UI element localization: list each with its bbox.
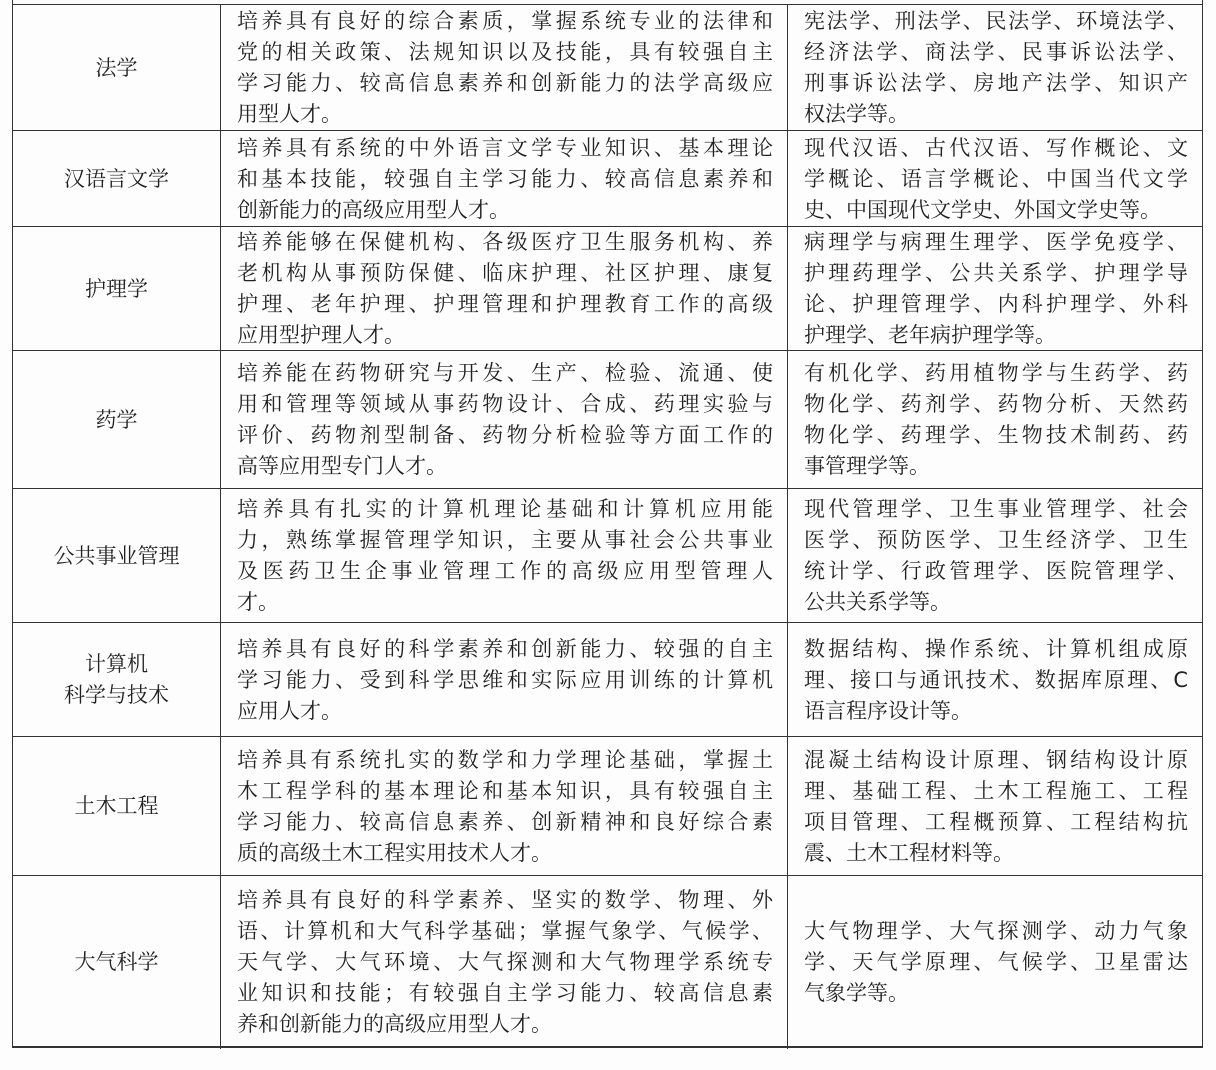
main-courses-line: 事管理学等。 xyxy=(804,454,930,478)
major-name-line: 科学与技术 xyxy=(64,683,169,707)
table-row xyxy=(13,350,1202,489)
training-goal-line: 应用人才。 xyxy=(237,698,342,723)
training-goal-line: 用型人才。 xyxy=(237,102,342,126)
training-goal-line: 天气学、大气环境、大气探测和大气物理学系统专 xyxy=(237,950,773,974)
training-goal-line: 养和创新能力的高级应用型人才。 xyxy=(237,1012,552,1036)
major-name-line: 计算机 xyxy=(85,652,148,676)
training-goal-line: 业知识和技能；有较强自主学习能力、较高信息素 xyxy=(237,981,773,1005)
training-goal-line: 护理、老年护理、护理管理和护理教育工作的高级 xyxy=(237,292,773,316)
majors-table xyxy=(12,0,1203,1048)
main-courses-line: 物化学、药剂学、药物分析、天然药 xyxy=(804,392,1188,416)
table-row xyxy=(13,226,1202,351)
major-name-line: 公共事业管理 xyxy=(53,543,180,568)
training-goal-line: 才。 xyxy=(237,590,279,614)
training-goal-line: 质的高级土木工程实用技术人才。 xyxy=(237,840,552,865)
table-row xyxy=(13,622,1202,737)
training-goal-line: 党的相关政策、法规知识以及技能，具有较强自主 xyxy=(237,40,773,64)
training-goal-line: 学习能力、较高信息素养、创新精神和良好综合素 xyxy=(237,809,773,834)
main-courses-line: 学概论、语言学概论、中国当代文学 xyxy=(804,166,1188,191)
main-courses-line: 震、土木工程材料等。 xyxy=(804,840,1014,865)
major-name-line: 汉语言文学 xyxy=(64,166,169,191)
training-goal-line: 高等应用型专门人才。 xyxy=(237,454,447,478)
main-courses-line: 气象学等。 xyxy=(804,981,909,1005)
main-courses xyxy=(788,5,1202,131)
training-goal xyxy=(221,131,788,227)
major-name-line: 护理学 xyxy=(85,276,148,301)
major-name xyxy=(13,131,221,227)
training-goal-line: 培养具有扎实的计算机理论基础和计算机应用能 xyxy=(237,497,773,521)
table-row xyxy=(13,736,1202,876)
main-courses xyxy=(788,489,1202,623)
main-courses-line: 项目管理、工程概预算、工程结构抗 xyxy=(804,809,1188,834)
main-courses-line: 宪法学、刑法学、民法学、环境法学、 xyxy=(804,9,1188,33)
training-goal xyxy=(221,351,788,489)
main-courses-line: 理、接口与通讯技术、数据库原理、C xyxy=(804,667,1188,692)
main-courses xyxy=(788,131,1202,227)
table-row xyxy=(13,488,1202,623)
main-courses-line: 护理药理学、公共关系学、护理学导 xyxy=(804,261,1188,285)
main-courses-line: 病理学与病理生理学、医学免疫学、 xyxy=(804,230,1188,254)
training-goal-line: 培养具有良好的科学素养、坚实的数学、物理、外 xyxy=(237,888,773,912)
training-goal-line: 培养具有良好的综合素质，掌握系统专业的法律和 xyxy=(237,9,773,33)
training-goal-line: 培养具有系统扎实的数学和力学理论基础，掌握土 xyxy=(237,747,773,772)
training-goal-line: 创新能力的高级应用型人才。 xyxy=(237,197,510,222)
main-courses xyxy=(788,737,1202,876)
main-courses xyxy=(788,623,1202,737)
table-row xyxy=(13,875,1202,1049)
major-name xyxy=(13,876,221,1049)
major-name xyxy=(13,489,221,623)
major-name xyxy=(13,5,221,131)
main-courses-line: 刑事诉讼法学、房地产法学、知识产 xyxy=(804,71,1188,95)
table-row xyxy=(13,4,1202,131)
main-courses xyxy=(788,351,1202,489)
training-goal-line: 培养具有良好的科学素养和创新能力、较强的自主 xyxy=(237,636,773,661)
training-goal-line: 和基本技能，较强自主学习能力、较高信息素养和 xyxy=(237,166,773,191)
training-goal-line: 培养能在药物研究与开发、生产、检验、流通、使 xyxy=(237,361,773,385)
main-courses-line: 医学、预防医学、卫生经济学、卫生 xyxy=(804,528,1188,552)
major-name xyxy=(13,737,221,876)
main-courses-line: 理、基础工程、土木工程施工、工程 xyxy=(804,778,1188,803)
main-courses xyxy=(788,227,1202,351)
major-name-line: 法学 xyxy=(95,55,138,80)
main-courses-line: 物化学、药理学、生物技术制药、药 xyxy=(804,423,1188,447)
training-goal xyxy=(221,227,788,351)
training-goal xyxy=(221,489,788,623)
main-courses-line: 混凝土结构设计原理、钢结构设计原 xyxy=(804,747,1188,772)
major-name xyxy=(13,227,221,351)
training-goal-line: 评价、药物剂型制备、药物分析检验等方面工作的 xyxy=(237,423,773,447)
main-courses-line: 论、护理管理学、内科护理学、外科 xyxy=(804,292,1188,316)
major-name xyxy=(13,623,221,737)
training-goal-line: 老机构从事预防保健、临床护理、社区护理、康复 xyxy=(237,261,773,285)
main-courses-line: 大气物理学、大气探测学、动力气象 xyxy=(804,919,1188,943)
main-courses-line: 学、天气学原理、气候学、卫星雷达 xyxy=(804,950,1188,974)
main-courses-line: 权法学等。 xyxy=(804,102,909,126)
training-goal xyxy=(221,737,788,876)
training-goal-line: 及医药卫生企事业管理工作的高级应用型管理人 xyxy=(237,559,773,583)
training-goal-line: 学习能力、较高信息素养和创新能力的法学高级应 xyxy=(237,71,773,95)
main-courses-line: 现代汉语、古代汉语、写作概论、文 xyxy=(804,135,1188,160)
training-goal xyxy=(221,876,788,1049)
main-courses-line: 数据结构、操作系统、计算机组成原 xyxy=(804,636,1188,661)
main-courses xyxy=(788,876,1202,1049)
training-goal-line: 学习能力、受到科学思维和实际应用训练的计算机 xyxy=(237,667,773,692)
training-goal-line: 木工程学科的基本理论和基本知识，具有较强自主 xyxy=(237,778,773,803)
training-goal-line: 应用型护理人才。 xyxy=(237,323,405,347)
major-name-line: 药学 xyxy=(95,407,138,432)
table-row xyxy=(13,130,1202,227)
training-goal-line: 力，熟练掌握管理学知识，主要从事社会公共事业 xyxy=(237,528,773,552)
main-courses-line: 史、中国现代文学史、外国文学史等。 xyxy=(804,197,1161,222)
training-goal xyxy=(221,623,788,737)
main-courses-line: 经济法学、商法学、民事诉讼法学、 xyxy=(804,40,1188,64)
main-courses-line: 护理学、老年病护理学等。 xyxy=(804,323,1056,347)
main-courses-line: 现代管理学、卫生事业管理学、社会 xyxy=(804,497,1188,521)
main-courses-line: 公共关系学等。 xyxy=(804,590,951,614)
main-courses-line: 语言程序设计等。 xyxy=(804,698,972,723)
training-goal-line: 培养具有系统的中外语言文学专业知识、基本理论 xyxy=(237,135,773,160)
training-goal xyxy=(221,5,788,131)
training-goal-line: 语、计算机和大气科学基础；掌握气象学、气候学、 xyxy=(237,919,773,943)
main-courses-line: 统计学、行政管理学、医院管理学、 xyxy=(804,559,1188,583)
training-goal-line: 用和管理等领域从事药物设计、合成、药理实验与 xyxy=(237,392,773,416)
major-name-line: 大气科学 xyxy=(74,950,159,974)
major-name xyxy=(13,351,221,489)
major-name-line: 土木工程 xyxy=(74,794,159,818)
main-courses-line: 有机化学、药用植物学与生药学、药 xyxy=(804,361,1188,385)
training-goal-line: 培养能够在保健机构、各级医疗卫生服务机构、养 xyxy=(237,230,773,254)
